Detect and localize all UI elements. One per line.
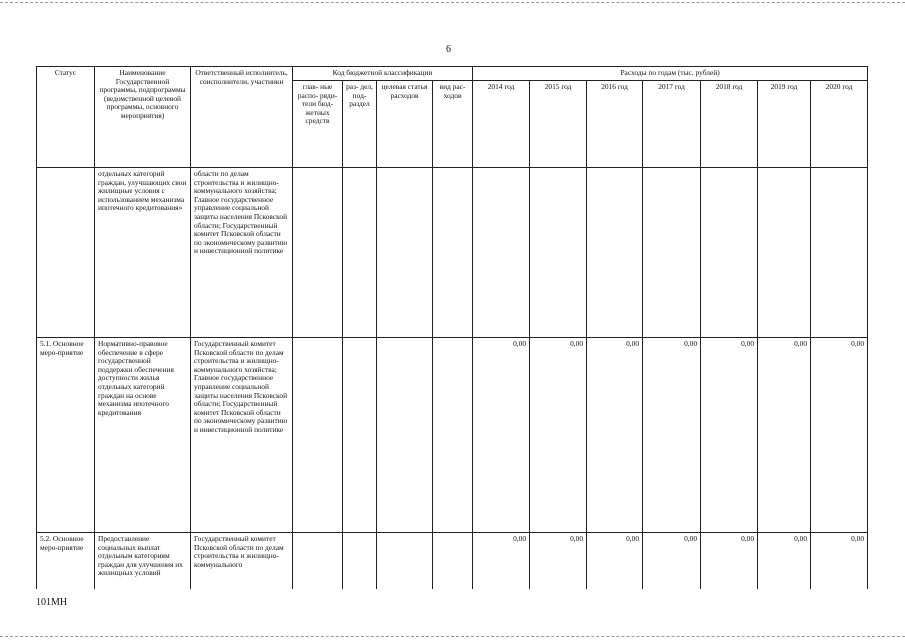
scan-edge-bottom xyxy=(0,636,905,637)
cell-2020 xyxy=(811,168,868,338)
cell-name: Нормативно-правовое обеспечение в сфере государственной поддержки обеспечения доступности жилья отдельных категорий граждан на основе механизма ипотечного кредитования xyxy=(95,338,191,533)
cell-executor: области по делам строительства и жилищно-коммунального хозяйства; Главное государственное управление социальной защиты населения Псковской области; Государственный комитет Псковской области по экономическому развитию и инвестиционной политике xyxy=(191,168,293,338)
cell-2019: 0,00 xyxy=(758,533,811,590)
table-row xyxy=(37,168,868,338)
cell-2015: 0,00 xyxy=(530,533,587,590)
header-code-article: целевая статья расходов xyxy=(377,81,433,168)
cell-2014: 0,00 xyxy=(473,338,530,533)
cell-code-article xyxy=(377,168,433,338)
header-year-2018: 2018 год xyxy=(701,81,758,168)
cell-2017: 0,00 xyxy=(643,338,701,533)
cell-code-article xyxy=(377,533,433,590)
table-row xyxy=(37,533,868,590)
cell-2016: 0,00 xyxy=(587,338,643,533)
footer-code: 101МН xyxy=(36,597,68,608)
cell-2019: 0,00 xyxy=(758,338,811,533)
header-year-2020: 2020 год xyxy=(811,81,868,168)
page-number: 6 xyxy=(446,44,451,55)
header-year-2014: 2014 год xyxy=(473,81,530,168)
cell-code-gr xyxy=(293,338,343,533)
cell-2014 xyxy=(473,168,530,338)
header-year-2016: 2016 год xyxy=(587,81,643,168)
header-budget-code-group: Код бюджетной классификации xyxy=(293,67,473,81)
cell-status xyxy=(37,168,95,338)
cell-2018 xyxy=(701,168,758,338)
cell-2016: 0,00 xyxy=(587,533,643,590)
header-code-section: раз- дел, под- раздел xyxy=(343,81,377,168)
cell-2017 xyxy=(643,168,701,338)
cell-status: 5.1. Основное меро-приятие xyxy=(37,338,95,533)
scan-edge-top xyxy=(0,2,905,3)
cell-code-gr xyxy=(293,168,343,338)
cell-code-section xyxy=(343,338,377,533)
cell-2016 xyxy=(587,168,643,338)
header-name: Наименование Государственной программы, подпрограммы (ведомственной целевой программы, основного мероприятия) xyxy=(95,67,191,168)
cell-code-type xyxy=(433,168,473,338)
header-executor: Ответственный исполнитель, соисполнители, участники xyxy=(191,67,293,168)
cell-name: Предоставление социальных выплат отдельным категориям граждан для улучшения их жилищных условий xyxy=(95,533,191,590)
header-row-top xyxy=(37,67,868,81)
header-year-2019: 2019 год xyxy=(758,81,811,168)
cell-2019 xyxy=(758,168,811,338)
header-expenses-group: Расходы по годам (тыс. рублей) xyxy=(473,67,868,81)
cell-code-article xyxy=(377,338,433,533)
cell-code-type xyxy=(433,533,473,590)
cell-2018: 0,00 xyxy=(701,533,758,590)
cell-2020: 0,00 xyxy=(811,338,868,533)
header-code-gr: глав- ные распо- ряди- тели бюд- жетных средств xyxy=(293,81,343,168)
cell-2020: 0,00 xyxy=(811,533,868,590)
cell-2015 xyxy=(530,168,587,338)
header-status: Статус xyxy=(37,67,95,168)
header-year-2015: 2015 год xyxy=(530,81,587,168)
cell-name: отдельных категорий граждан, улучшающих свои жилищные условия с использованием механизма ипотечного кредитования» xyxy=(95,168,191,338)
cell-code-type xyxy=(433,338,473,533)
cell-2018: 0,00 xyxy=(701,338,758,533)
header-code-type: вид рас- ходов xyxy=(433,81,473,168)
cell-code-gr xyxy=(293,533,343,590)
cell-executor: Государственный комитет Псковской области по делам строительства и жилищно-коммунального xyxy=(191,533,293,590)
expenses-table xyxy=(36,66,868,589)
cell-code-section xyxy=(343,533,377,590)
cell-code-section xyxy=(343,168,377,338)
cell-executor: Государственный комитет Псковской области по делам строительства и жилищно-коммунального хозяйства; Главное государственное управление социальной защиты населения Псковской области; Государственный комитет Псковской области по экономическому развитию и инвестиционной политике xyxy=(191,338,293,533)
table-row xyxy=(37,338,868,533)
cell-2017: 0,00 xyxy=(643,533,701,590)
cell-status: 5.2. Основное меро-приятие xyxy=(37,533,95,590)
cell-2015: 0,00 xyxy=(530,338,587,533)
cell-2014: 0,00 xyxy=(473,533,530,590)
header-year-2017: 2017 год xyxy=(643,81,701,168)
